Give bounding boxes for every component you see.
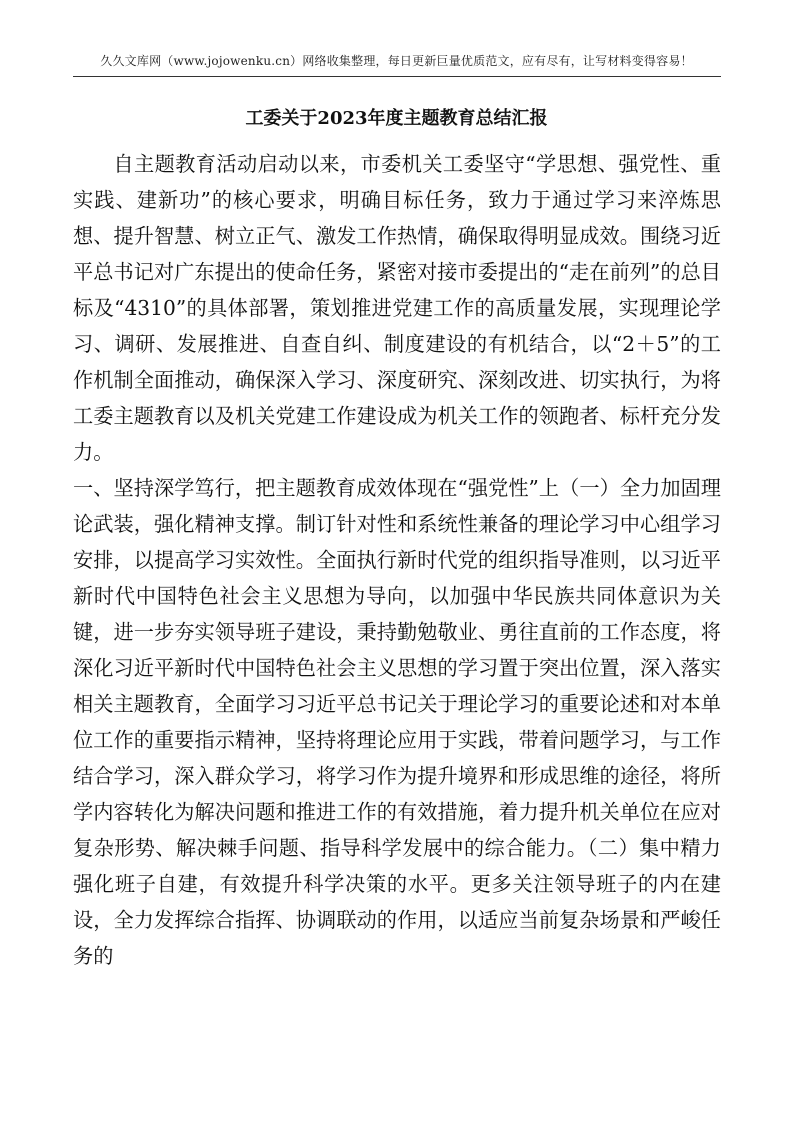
- document-title: 工委关于2023年度主题教育总结汇报: [245, 108, 548, 129]
- page-header: 久久文库网（www.jojowenku.cn）网络收集整理，每日更新巨量优质范文，应有尽有，让写材料变得容易！: [100, 54, 693, 68]
- header-divider: [73, 76, 721, 77]
- paragraph-intro: 自主题教育活动启动以来，市委机关工委坚守“学思想、强党性、重实践、建新功”的核心要求，明确目标任务，致力于通过学习来淬炼思想、提升智慧、树立正气、激发工作热情，确保取得明显成效。围绕习近平总书记对广东提出的使命任务，紧密对接市委提出的“走在前列”的总目标及“4310”的具体部署，策划推进党建工作的高质量发展，实现理论学习、调研、发展推进、自查自纠、制度建设的有机结合，以“2＋5”的工作机制全面推动，确保深入学习、深度研究、深刻改进、切实执行，为将工委主题教育以及机关党建工作建设成为机关工作的领跑者、标杆充分发力。: [73, 152, 721, 464]
- document-body: [73, 146, 721, 974]
- paragraph-section-one: 一、坚持深学笃行，把主题教育成效体现在“强党性”上（一）全力加固理论武装，强化精神支撑。制订针对性和系统性兼备的理论学习中心组学习安排，以提高学习实效性。全面执行新时代党的组织指导准则，以习近平新时代中国特色社会主义思想为导向，以加强中华民族共同体意识为关键，进一步夯实领导班子建设，秉持勤勉敬业、勇往直前的工作态度，将深化习近平新时代中国特色社会主义思想的学习置于突出位置，深入落实相关主题教育，全面学习习近平总书记关于理论学习的重要论述和对本单位工作的重要指示精神，坚持将理论应用于实践，带着问题学习，与工作结合学习，深入群众学习，将学习作为提升境界和形成思维的途径，将所学内容转化为解决问题和推进工作的有效措施，着力提升机关单位在应对复杂形势、解决棘手问题、指导科学发展中的综合能力。（二）集中精力强化班子自建，有效提升科学决策的水平。更多关注领导班子的内在建设，全力发挥综合指挥、协调联动的作用，以适应当前复杂场景和严峻任务的: [73, 476, 721, 968]
